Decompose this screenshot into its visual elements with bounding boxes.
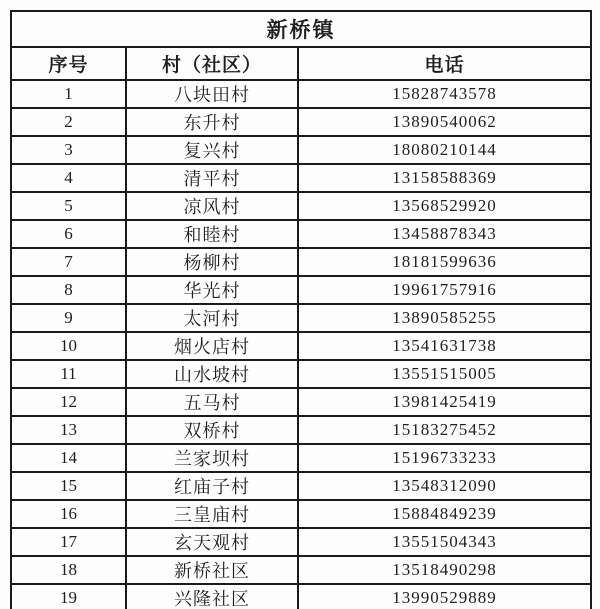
phone-number: 13551504343: [298, 528, 591, 556]
table-row: [11, 528, 591, 556]
table-row: [11, 584, 591, 609]
phone-number: 18080210144: [298, 136, 591, 164]
row-number: 19: [11, 584, 126, 609]
village-name: 华光村: [126, 276, 298, 304]
village-name: 玄天观村: [126, 528, 298, 556]
village-name: 八块田村: [126, 80, 298, 108]
table-row: [11, 444, 591, 472]
village-name: 清平村: [126, 164, 298, 192]
column-header-village: 村（社区）: [126, 47, 298, 80]
phone-number: 13158588369: [298, 164, 591, 192]
column-header-index: 序号: [11, 47, 126, 80]
village-name: 红庙子村: [126, 472, 298, 500]
row-number: 2: [11, 108, 126, 136]
row-number: 11: [11, 360, 126, 388]
row-number: 5: [11, 192, 126, 220]
table-row: [11, 416, 591, 444]
row-number: 1: [11, 80, 126, 108]
table-row: [11, 276, 591, 304]
village-name: 双桥村: [126, 416, 298, 444]
table-row: [11, 388, 591, 416]
row-number: 17: [11, 528, 126, 556]
phone-number: 13990529889: [298, 584, 591, 609]
phone-number: 13890585255: [298, 304, 591, 332]
table-row: [11, 360, 591, 388]
phone-number: 13568529920: [298, 192, 591, 220]
village-name: 太河村: [126, 304, 298, 332]
table-row: [11, 472, 591, 500]
row-number: 8: [11, 276, 126, 304]
table-row: [11, 500, 591, 528]
phone-number: 13981425419: [298, 388, 591, 416]
row-number: 13: [11, 416, 126, 444]
phone-number: 13548312090: [298, 472, 591, 500]
village-name: 东升村: [126, 108, 298, 136]
phone-number: 15884849239: [298, 500, 591, 528]
row-number: 10: [11, 332, 126, 360]
village-name: 复兴村: [126, 136, 298, 164]
phone-number: 13518490298: [298, 556, 591, 584]
table-row: [11, 192, 591, 220]
village-name: 兰家坝村: [126, 444, 298, 472]
table-row: [11, 164, 591, 192]
phone-number: 15183275452: [298, 416, 591, 444]
village-name: 新桥社区: [126, 556, 298, 584]
row-number: 9: [11, 304, 126, 332]
row-number: 18: [11, 556, 126, 584]
table-row: [11, 556, 591, 584]
row-number: 15: [11, 472, 126, 500]
village-name: 杨柳村: [126, 248, 298, 276]
row-number: 16: [11, 500, 126, 528]
column-header-phone: 电话: [298, 47, 591, 80]
phone-number: 13890540062: [298, 108, 591, 136]
phone-number: 18181599636: [298, 248, 591, 276]
phone-number: 19961757916: [298, 276, 591, 304]
town-title: 新桥镇: [11, 11, 591, 47]
table-row: [11, 80, 591, 108]
phone-number: 13541631738: [298, 332, 591, 360]
table-title-row: [11, 11, 591, 47]
row-number: 7: [11, 248, 126, 276]
row-number: 3: [11, 136, 126, 164]
phone-directory-table: [10, 10, 592, 609]
phone-number: 15828743578: [298, 80, 591, 108]
village-name: 山水坡村: [126, 360, 298, 388]
row-number: 6: [11, 220, 126, 248]
phone-number: 13551515005: [298, 360, 591, 388]
table-row: [11, 136, 591, 164]
table-header-row: [11, 47, 591, 80]
village-name: 五马村: [126, 388, 298, 416]
village-name: 烟火店村: [126, 332, 298, 360]
village-name: 和睦村: [126, 220, 298, 248]
table-row: [11, 304, 591, 332]
row-number: 12: [11, 388, 126, 416]
table-row: [11, 248, 591, 276]
table-row: [11, 332, 591, 360]
row-number: 4: [11, 164, 126, 192]
village-name: 凉风村: [126, 192, 298, 220]
table-row: [11, 220, 591, 248]
phone-number: 13458878343: [298, 220, 591, 248]
village-name: 三皇庙村: [126, 500, 298, 528]
village-name: 兴隆社区: [126, 584, 298, 609]
table-row: [11, 108, 591, 136]
phone-number: 15196733233: [298, 444, 591, 472]
row-number: 14: [11, 444, 126, 472]
